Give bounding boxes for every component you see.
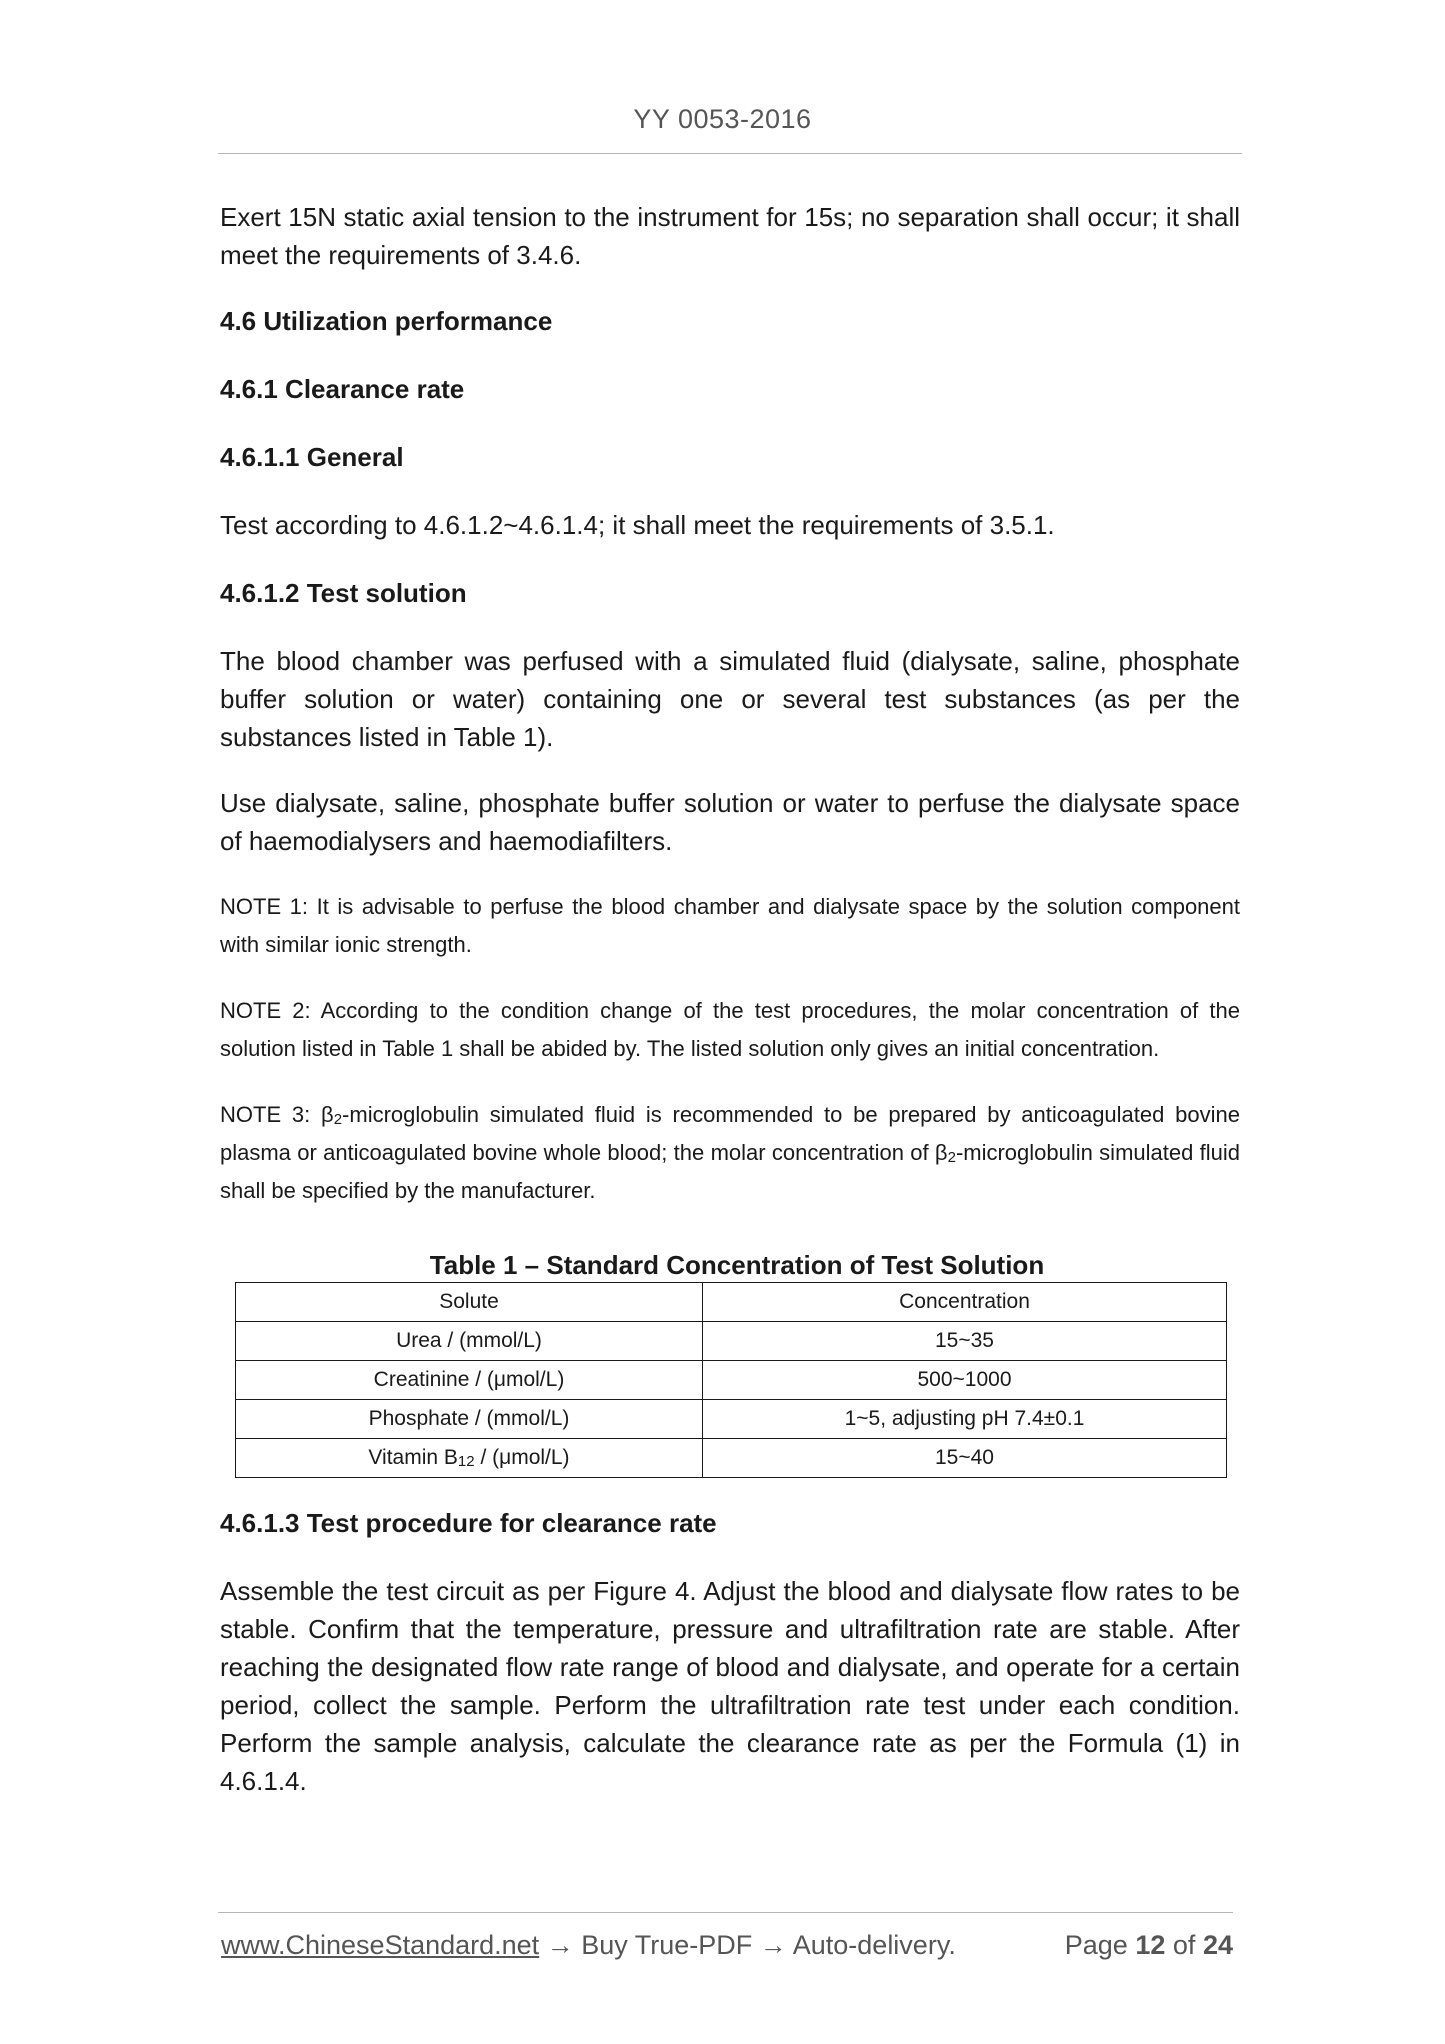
table-cell-concentration: 15~35 bbox=[703, 1322, 1227, 1361]
heading-4-6-1-3: 4.6.1.3 Test procedure for clearance rate bbox=[220, 1508, 717, 1538]
page-current: 12 bbox=[1135, 1930, 1166, 1960]
note-3-part-a: NOTE 3: β bbox=[220, 1102, 334, 1127]
table-1 bbox=[235, 1282, 1227, 1478]
header-doc-id: YY 0053-2016 bbox=[633, 104, 812, 134]
page-content bbox=[220, 198, 1240, 1800]
solute-vitamin-b: / (μmol/L) bbox=[474, 1446, 570, 1469]
table-cell-concentration: 15~40 bbox=[703, 1439, 1227, 1478]
table-header-row bbox=[236, 1283, 1227, 1322]
page-number bbox=[1065, 1930, 1233, 1961]
table-cell-solute: Urea / (mmol/L) bbox=[236, 1322, 703, 1361]
table-cell-concentration: 500~1000 bbox=[703, 1361, 1227, 1400]
heading-4-6-1-1: 4.6.1.1 General bbox=[220, 442, 404, 472]
paragraph-blood-chamber: The blood chamber was perfused with a simulated fluid (dialysate, saline, phosphate buffer solution or water) containing one or several test substances (as per the substances listed in Table 1). bbox=[220, 646, 1240, 752]
note-3-sub-1: 2 bbox=[333, 1111, 343, 1128]
footer bbox=[221, 1930, 1233, 1961]
table-header-concentration: Concentration bbox=[703, 1283, 1227, 1322]
heading-4-6-1: 4.6.1 Clearance rate bbox=[220, 374, 465, 404]
page-of-label: of bbox=[1172, 1930, 1196, 1960]
page-label: Page bbox=[1064, 1930, 1128, 1960]
paragraph-dialysate-space: Use dialysate, saline, phosphate buffer solution or water to perfuse the dialysate space of haemodialysers and haemodiafilters. bbox=[220, 788, 1240, 856]
table-header-solute: Solute bbox=[236, 1283, 703, 1322]
table-cell-solute: Phosphate / (mmol/L) bbox=[236, 1400, 703, 1439]
footer-divider bbox=[218, 1912, 1233, 1913]
page-total: 24 bbox=[1202, 1930, 1233, 1960]
table-row bbox=[236, 1361, 1227, 1400]
note-3-sub-2: 2 bbox=[947, 1149, 956, 1166]
heading-4-6-1-2: 4.6.1.2 Test solution bbox=[220, 578, 467, 608]
table-cell-solute: Creatinine / (μmol/L) bbox=[236, 1361, 703, 1400]
paragraph-general: Test according to 4.6.1.2~4.6.1.4; it shall meet the requirements of 3.5.1. bbox=[220, 510, 1055, 540]
footer-promo-text: → Buy True-PDF → Auto-delivery. bbox=[539, 1930, 956, 1960]
table-row bbox=[236, 1322, 1227, 1361]
table-1-caption: Table 1 – Standard Concentration of Test Solution bbox=[429, 1250, 1045, 1280]
heading-4-6: 4.6 Utilization performance bbox=[220, 306, 553, 336]
note-1: NOTE 1: It is advisable to perfuse the blood chamber and dialysate space by the solution component with similar ionic strength. bbox=[220, 894, 1240, 957]
note-3-part-b: -microglobulin simulated fluid is recommended to be prepared by anticoagulated bovine plasma or anticoagulated bovine whole blood; the molar concentration of β bbox=[220, 1102, 1240, 1165]
header-divider bbox=[218, 153, 1242, 154]
table-row bbox=[236, 1400, 1227, 1439]
note-3 bbox=[220, 1096, 1240, 1210]
paragraph-test-procedure: Assemble the test circuit as per Figure 4. Adjust the blood and dialysate flow rates to be stable. Confirm that the temperature, pressure and ultrafiltration rate are stable. After reaching the designated flow rate range of blood and dialysate, and operate for a certain period, collect the sample. Perform the ultrafiltration rate test under each condition. Perform the sample analysis, calculate the clearance rate as per the Formula (1) in 4.6.1.4. bbox=[220, 1576, 1240, 1796]
table-cell-concentration: 1~5, adjusting pH 7.4±0.1 bbox=[703, 1400, 1227, 1439]
paragraph-tension: Exert 15N static axial tension to the instrument for 15s; no separation shall occur; it shall meet the requirements of 3.4.6. bbox=[220, 202, 1240, 270]
solute-vitamin-a: Vitamin B bbox=[368, 1446, 458, 1469]
table-row bbox=[236, 1439, 1227, 1478]
table-cell-solute bbox=[236, 1439, 703, 1478]
note-2: NOTE 2: According to the condition change of the test procedures, the molar concentration of the solution listed in Table 1 shall be abided by. The listed solution only gives an initial concentration. bbox=[220, 998, 1240, 1061]
footer-website-link[interactable]: www.ChineseStandard.net bbox=[221, 1930, 540, 1960]
solute-vitamin-sub: 12 bbox=[457, 1453, 475, 1470]
note-3-part-c: -microglobulin simulated fluid shall be specified by the manufacturer. bbox=[220, 1140, 1241, 1203]
